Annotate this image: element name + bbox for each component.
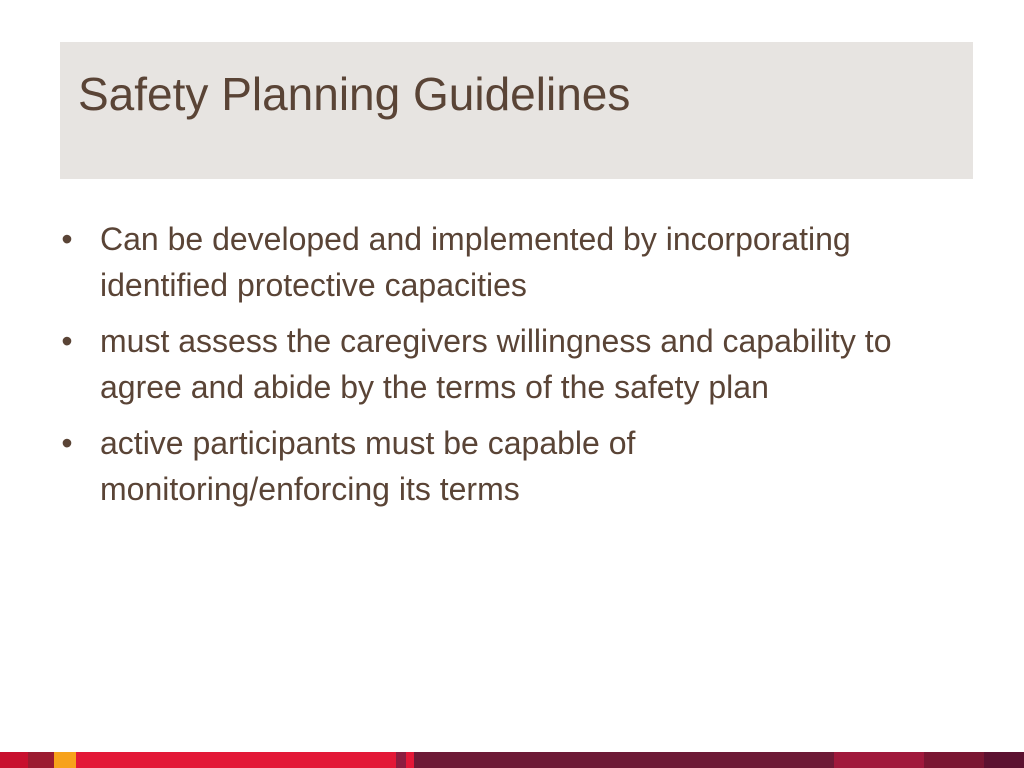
footer-segment bbox=[834, 752, 924, 768]
bullet-item-3 bbox=[57, 420, 917, 512]
footer-segment bbox=[924, 752, 984, 768]
footer-segment bbox=[396, 752, 406, 768]
slide-title: Safety Planning Guidelines bbox=[78, 68, 631, 120]
footer-segment bbox=[406, 752, 414, 768]
footer-color-bar bbox=[0, 752, 1024, 768]
footer-segment bbox=[28, 752, 54, 768]
footer-segment bbox=[0, 752, 28, 768]
bullet-mark: • bbox=[61, 323, 73, 359]
footer-segment bbox=[414, 752, 834, 768]
bullet-item-1 bbox=[57, 216, 917, 308]
footer-segment bbox=[984, 752, 1024, 768]
bullet-item-2 bbox=[57, 318, 917, 410]
bullet-list bbox=[57, 216, 917, 522]
bullet-mark: • bbox=[61, 221, 73, 257]
bullet-text: active participants must be capable of monitoring/enforcing its terms bbox=[100, 425, 636, 507]
bullet-mark: • bbox=[61, 425, 73, 461]
bullet-text: must assess the caregivers willingness and capability to agree and abide by the terms of the safety plan bbox=[100, 323, 892, 405]
footer-segment bbox=[54, 752, 76, 768]
bullet-text: Can be developed and implemented by incorporating identified protective capacities bbox=[100, 221, 851, 303]
footer-segment bbox=[76, 752, 396, 768]
